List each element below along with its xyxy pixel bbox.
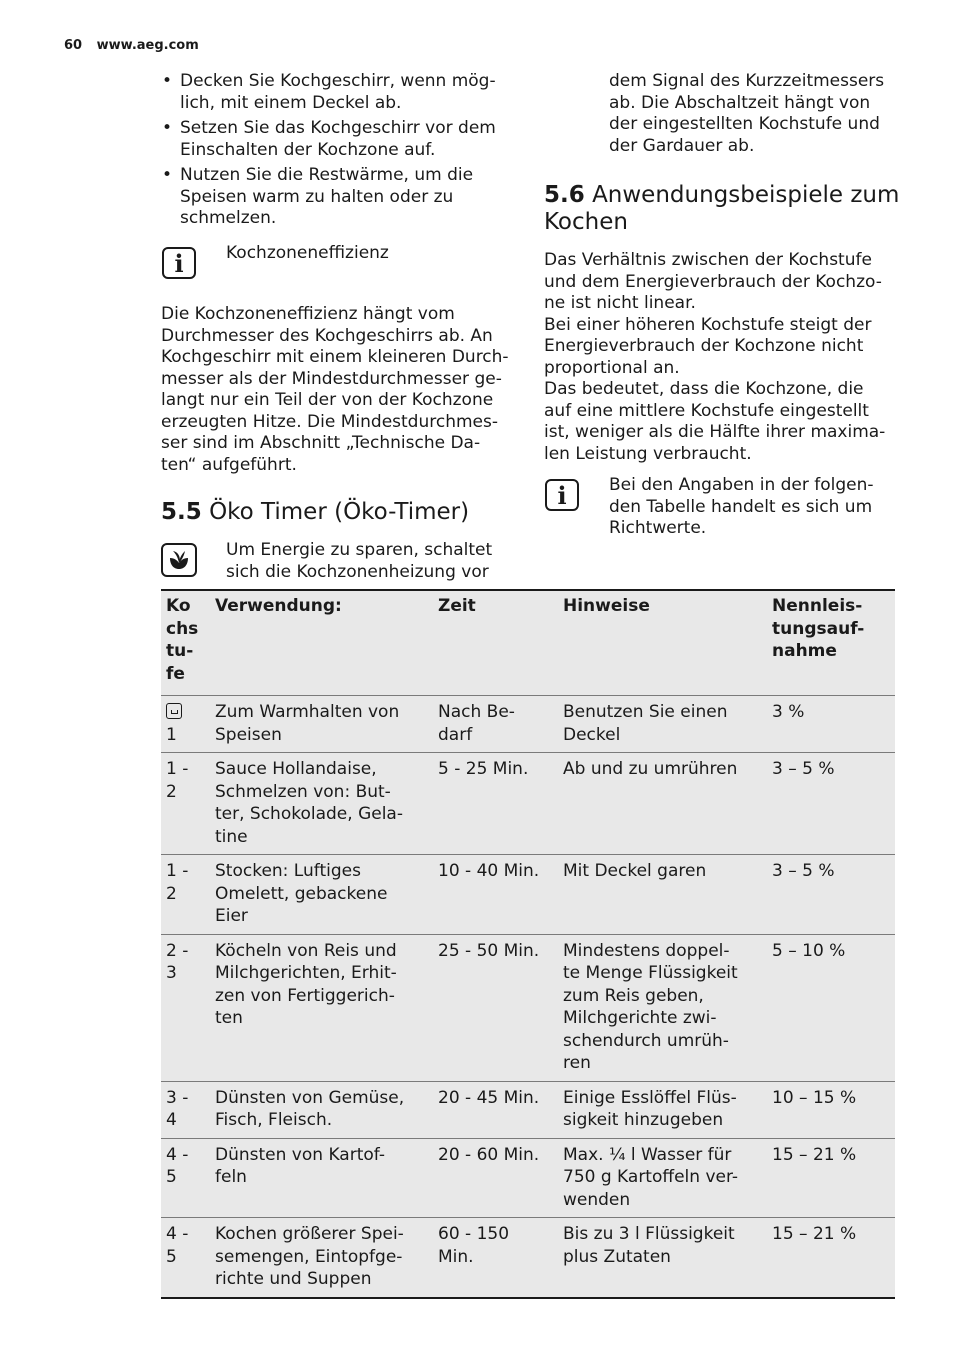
table-row: [161, 1081, 895, 1138]
cell-hinweise: Max. ¼ l Wasser für 750 g Kartoffeln ver- wenden: [558, 1138, 767, 1218]
tips-list: [162, 71, 512, 234]
section-number: 5.6: [544, 182, 585, 208]
cell-hinweise: Ab und zu umrühren: [558, 753, 767, 855]
energy-paragraph: Das Verhältnis zwischen der Kochstufe und dem Energieverbrauch der Kochzo- ne ist nicht linear. Bei einer höheren Kochstufe steigt der Energieverbrauch der Kochzone nicht proportional an. Das bedeutet, dass die Kochzone, die auf eine mittlere Kochstufe eingestellt ist, weniger als die Hälfte ihrer maxima- len Leistung verbraucht.: [544, 250, 886, 464]
cell-nennleistung: 15 – 21 %: [767, 1138, 895, 1218]
cell-nennleistung: 5 – 10 %: [767, 934, 895, 1081]
site-url: www.aeg.com: [96, 38, 199, 53]
cell-verwendung: Sauce Hollandaise, Schmelzen von: But- ter, Schokolade, Gela- tine: [210, 753, 433, 855]
table-row: [161, 1138, 895, 1218]
tip-text: Decken Sie Kochgeschirr, wenn mög- lich, mit einem Deckel ab.: [180, 71, 496, 113]
cell-kochstufe: 1 - 2: [161, 855, 210, 935]
eco-timer-text: Um Energie zu sparen, schaltet sich die Kochzonenheizung vor: [226, 540, 493, 582]
cell-verwendung: Köcheln von Reis und Milchgerichten, Erhit- zen von Fertiggerich- ten: [210, 934, 433, 1081]
cell-verwendung: Stocken: Luftiges Omelett, gebackene Eier: [210, 855, 433, 935]
info-note: Bei den Angaben in der folgen- den Tabelle handelt es sich um Richtwerte.: [609, 475, 874, 538]
cooking-examples-table: [161, 589, 895, 1299]
column-header-kochstufe: Ko chs tu- fe: [161, 590, 210, 696]
cell-hinweise: Einige Esslöffel Flüs- sigkeit hinzugeben: [558, 1081, 767, 1138]
section-heading-5-5: [161, 499, 469, 526]
eco-leaf-icon: [161, 543, 197, 577]
cell-zeit: 5 - 25 Min.: [433, 753, 558, 855]
eco-timer-text-continued: dem Signal des Kurzzeitmessers ab. Die Abschaltzeit hängt von der eingestellten Kochstufe und der Gardauer ab.: [609, 71, 885, 156]
table-row: [161, 1218, 895, 1298]
section-title: Anwendungsbeispiele zum Kochen: [544, 182, 900, 235]
cell-nennleistung: 3 – 5 %: [767, 855, 895, 935]
cell-verwendung: Dünsten von Kartof- feln: [210, 1138, 433, 1218]
tip-text: Nutzen Sie die Restwärme, um die Speisen warm zu halten oder zu schmelzen.: [180, 165, 474, 228]
column-header-verwendung: Verwendung:: [210, 590, 433, 696]
cell-hinweise: Benutzen Sie einen Deckel: [558, 696, 767, 753]
cell-kochstufe: 4 - 5: [161, 1218, 210, 1298]
cell-hinweise: Mit Deckel garen: [558, 855, 767, 935]
table-row: [161, 855, 895, 935]
cell-zeit: 10 - 40 Min.: [433, 855, 558, 935]
cell-zeit: 20 - 45 Min.: [433, 1081, 558, 1138]
cell-verwendung: Kochen größerer Spei- semengen, Eintopfge- richte und Suppen: [210, 1218, 433, 1298]
cell-kochstufe: 3 - 4: [161, 1081, 210, 1138]
cell-kochstufe: 2 - 3: [161, 934, 210, 1081]
table-header-row: [161, 590, 895, 696]
cell-zeit: Nach Be- darf: [433, 696, 558, 753]
column-header-zeit: Zeit: [433, 590, 558, 696]
cell-kochstufe: 1 - 2: [161, 753, 210, 855]
cell-hinweise: Bis zu 3 l Flüssigkeit plus Zutaten: [558, 1218, 767, 1298]
section-number: 5.5: [161, 499, 202, 525]
cell-zeit: 25 - 50 Min.: [433, 934, 558, 1081]
column-header-hinweise: Hinweise: [558, 590, 767, 696]
info-title: Kochzoneneffizienz: [226, 243, 389, 263]
cell-zeit: 60 - 150 Min.: [433, 1218, 558, 1298]
cell-verwendung: Zum Warmhalten von Speisen: [210, 696, 433, 753]
cell-kochstufe: 4 - 5: [161, 1138, 210, 1218]
efficiency-paragraph: Die Kochzoneneffizienz hängt vom Durchmesser des Kochgeschirrs ab. An Kochgeschirr mit einem kleineren Durch- messer als der Mindestdurchmesser ge- langt nur ein Teil der von der Kochzone erzeugten Hitze. Die Mindestdurchmes- ser sind im Abschnitt „Technische Da- ten“ aufgeführt.: [161, 304, 509, 475]
info-icon: i: [162, 247, 196, 279]
eco-leaf-icon-graphic: [167, 549, 191, 571]
tip-item: [162, 118, 512, 161]
column-header-nennleistung: Nennleis- tungsauf- nahme: [767, 590, 895, 696]
tip-text: Setzen Sie das Kochgeschirr vor dem Einschalten der Kochzone auf.: [180, 118, 496, 160]
keep-warm-icon: [166, 703, 182, 719]
table-row: [161, 696, 895, 753]
tip-item: [162, 71, 512, 114]
tip-item: [162, 165, 512, 230]
cell-nennleistung: 15 – 21 %: [767, 1218, 895, 1298]
page-header: [64, 38, 199, 53]
table-row: [161, 934, 895, 1081]
cell-kochstufe: [161, 696, 210, 753]
page-number: 60: [64, 38, 83, 53]
section-heading-5-6: [544, 182, 899, 236]
cell-nennleistung: 3 %: [767, 696, 895, 753]
cell-hinweise: Mindestens doppel- te Menge Flüssigkeit zum Reis geben, Milchgerichte zwi- schendurch umrüh- ren: [558, 934, 767, 1081]
section-title: Öko Timer (Öko-Timer): [209, 499, 470, 525]
table-row: [161, 753, 895, 855]
cell-nennleistung: 10 – 15 %: [767, 1081, 895, 1138]
cell-zeit: 20 - 60 Min.: [433, 1138, 558, 1218]
info-icon: i: [545, 479, 579, 511]
cell-nennleistung: 3 – 5 %: [767, 753, 895, 855]
cell-verwendung: Dünsten von Gemüse, Fisch, Fleisch.: [210, 1081, 433, 1138]
cell-kochstufe-text: 1: [166, 724, 177, 745]
